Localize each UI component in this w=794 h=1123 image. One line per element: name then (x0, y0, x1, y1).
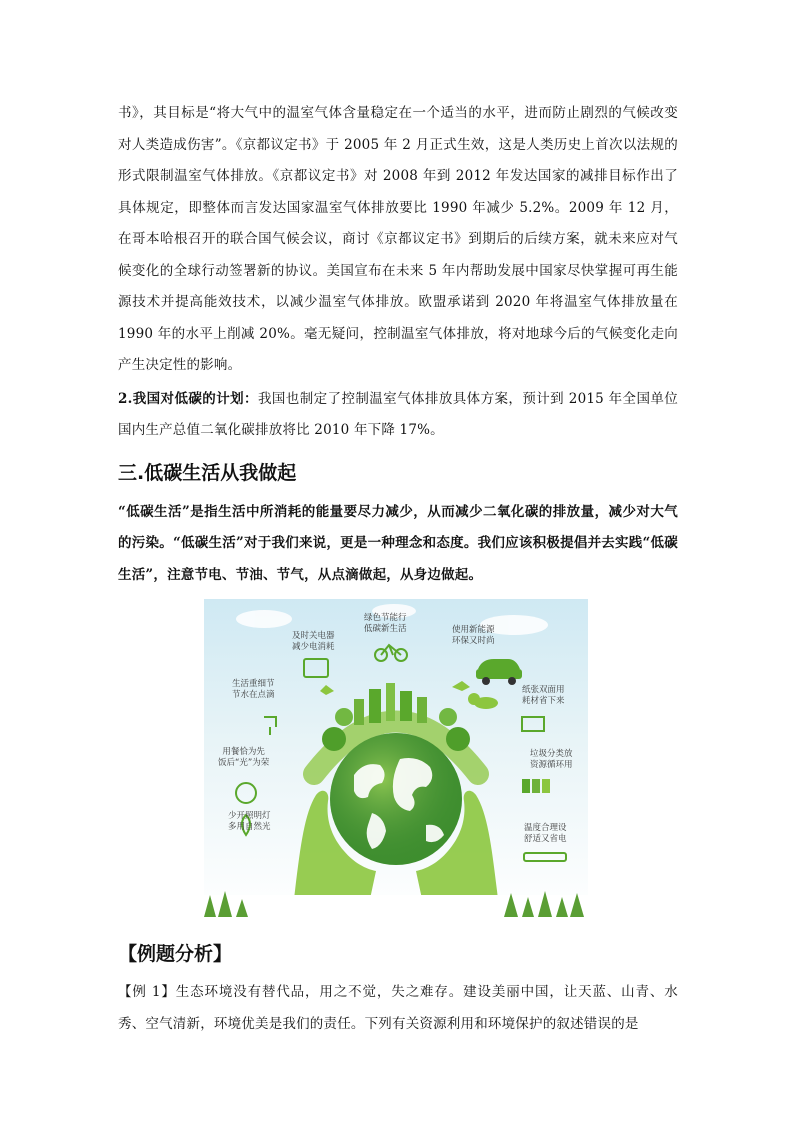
monitor-icon (304, 659, 328, 677)
label-paper: 纸张双面用 耗材省下来 (522, 685, 565, 706)
cloud-sun-icon (468, 693, 498, 709)
globe-icon (330, 733, 462, 865)
label-ac: 温度合理设 舒适又省电 (524, 823, 567, 844)
label-bike: 绿色节能行 低碳新生活 (364, 613, 407, 634)
example-analysis-title: 【例题分析】 (118, 943, 233, 965)
faucet-icon (264, 717, 276, 735)
trees-icon (204, 891, 588, 917)
label-recycle: 垃圾分类放 资源循环用 (530, 749, 573, 770)
paragraph-china-plan-text: 我国也制定了控制温室气体排放具体方案，预计到 2015 年全国单位国内生产总值二氧化碳排放将比 2010 年下降 17%。 (118, 390, 679, 438)
label-appliance: 及时关电器 减少电消耗 (292, 631, 335, 652)
example-1-text: 【例 1】生态环境没有替代品，用之不觉，失之难存。建设美丽中国，让天蓝、山青、水秀、空气清新，环境优美是我们的责任。下列有关资源利用和环境保护的叙述错误的是 (118, 984, 678, 1032)
printer-icon (522, 717, 544, 731)
label-water: 生活重细节 节水在点滴 (232, 679, 275, 700)
air-conditioner-icon (524, 853, 566, 861)
paragraph-china-plan (118, 384, 678, 447)
label-light: 少开照明灯 多用自然光 (228, 811, 271, 832)
car-icon (476, 659, 522, 685)
label-meal: 用餐恰为先 饭后“光”为荣 (218, 747, 270, 768)
paragraph-kyoto: 书》，其目标是“将大气中的温室气体含量稳定在一个适当的水平，进而防止剧烈的气候改变对人类造成伤害”。《京都议定书》于 2005 年 2 月正式生效，这是人类历史上首次以法规的形式限制温室气体排放。《京都议定书》对 2008 年到 2012 年发达国家的减排目标作出了具体规定，即整体而言发达国家温室气体排放要比 1990 年减少 5.2%。2009 年 12 月，在哥本哈根召开的联合国气候会议，商讨《京都议定书》到期后的后续方案，就未来应对气候变化的全球行动签署新的协议。美国宣布在未来 5 年内帮助发展中国家尽快掌握可再生能源技术并提高能效技术，以减少温室气体排放。欧盟承诺到 2020 年将温室气体排放量在 1990 年的水平上削减 20%。毫无疑问，控制温室气体排放，将对地球今后的气候变化走向产生决定性的影响。 (118, 105, 678, 373)
document-page (118, 98, 678, 1040)
plate-icon (236, 783, 256, 803)
label-car: 使用新能源 环保又时尚 (452, 625, 495, 646)
low-carbon-illustration (204, 599, 588, 917)
paragraph-china-plan-heading: 2.我国对低碳的计划： (118, 390, 258, 407)
section-3-title: 三.低碳生活从我做起 (118, 461, 297, 484)
recycle-bins-icon (522, 779, 550, 793)
paragraph-low-carbon-life: “低碳生活”是指生活中所消耗的能量要尽力减少，从而减少二氧化碳的排放量，减少对大气的污染。“低碳生活”对于我们来说，更是一种理念和态度。我们应该积极提倡并去实践“低碳生活”，注意节电、节油、节气，从点滴做起，从身边做起。 (118, 503, 678, 583)
